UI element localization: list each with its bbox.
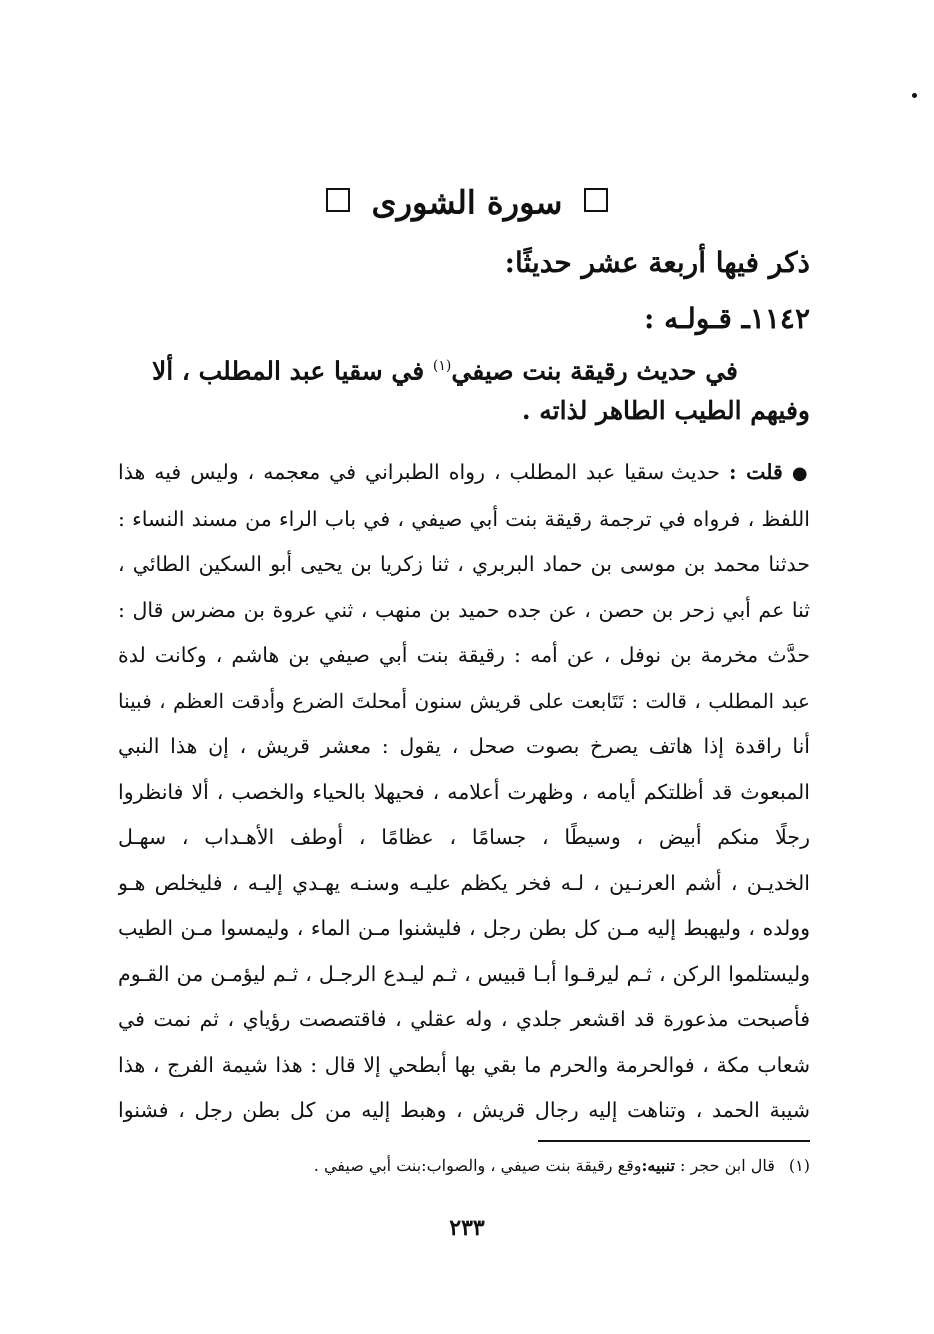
body-line: [118, 450, 810, 497]
body-line: اللفظ ، فرواه في ترجمة رقيقة بنت أبي صيفي ، في باب الراء من مسند النساء :: [118, 506, 810, 531]
surah-title: سورة الشورى: [371, 183, 563, 222]
body-line: حدَّث مخرمة بن نوفل ، عن أمه : رقيقة بنت أبي صيفي بن هاشم ، وكانت لدة: [118, 643, 810, 667]
entry-separator: ـ: [741, 302, 750, 335]
body-line: وليستلموا الركن ، ثـم ليرقـوا أبـا قبيس ، ثـم ليـدع الرجـل ، ثـم ليؤمـن من القـوم: [118, 961, 810, 986]
commentary-body: [118, 450, 810, 1134]
quoted-phrase: [110, 346, 810, 431]
body-line: الخديـن ، أشم العرنـين ، لـه فخر يكظم عليـه وسنـه يهـدي إليـه ، فليخلص هـو: [118, 870, 810, 895]
body-line: أنا راقدة إذا هاتف يصرخ بصوت صحل ، يقول : معشر قريش ، إن هذا النبي: [118, 734, 810, 758]
square-ornament-icon: [584, 188, 608, 212]
footnote-text: وقع رقيقة بنت صيفي ، والصواب:بنت أبي صيفي .: [313, 1156, 642, 1175]
footnote-bold-word: تنبيه:: [641, 1156, 675, 1175]
page-number: ٢٣٣: [449, 1215, 485, 1241]
footnote-marker: (١): [432, 358, 452, 374]
footnote-divider: [538, 1140, 810, 1142]
lead-word: قلت :: [728, 460, 783, 484]
footnote-text: قال ابن حجر :: [674, 1156, 775, 1175]
body-line: فأصبحت مذعورة قد اقشعر جلدي ، وله عقلي ، فاقتصصت رؤياي ، ثم نمت في: [118, 1007, 810, 1031]
chapter-intro: ذكر فيها أربعة عشر حديثًا:: [504, 246, 810, 279]
body-line-text: حديث سقيا عبد المطلب ، رواه الطبراني في معجمه ، وليس فيه هذا: [118, 460, 720, 484]
body-line: المبعوث قد أظلتكم أيامه ، وظهرت أعلامه ، فحيهلا بالحياء والخصب ، ألا فانظروا: [118, 779, 810, 804]
body-line: رجلًا منكم أبيض ، وسيطًا ، جسامًا ، عظامًا ، أوطف الأهـداب ، سهـل: [118, 825, 810, 849]
square-ornament-icon: [326, 188, 350, 212]
body-line: حدثنا محمد بن موسى بن حماد البربري ، ثنا زكريا بن يحيى أبو السكين الطائي ،: [118, 552, 810, 576]
footnote: [118, 1152, 810, 1180]
body-line: ثنا عم أبي زحر بن حصن ، عن جده حميد بن منهب ، ثني عروة بن مضرس قال :: [118, 597, 810, 622]
quote-line: وفيهم الطيب الطاهر لذاته .: [521, 396, 810, 426]
body-line: وولده ، وليهبط إليه مـن كل بطن رجل ، فليشنوا مـن الماء ، وليمسوا مـن الطيب: [118, 916, 810, 940]
footnote-number: (١): [788, 1156, 810, 1175]
scan-speck: [912, 93, 917, 98]
body-line: شيبة الحمد ، وتناهت إليه رجال قريش ، وهبط إليه من كل بطن رجل ، فشنوا: [118, 1098, 810, 1122]
entry-heading: [110, 296, 810, 342]
quote-line: [110, 346, 810, 391]
entry-label: قـولـه :: [644, 302, 732, 335]
bullet-icon: ●: [791, 463, 810, 484]
entry-number: ١١٤٢: [749, 302, 810, 335]
body-line: شعاب مكة ، فوالحرمة والحرم ما بقي بها أبطحي إلا قال : هذا شيمة الفرج ، هذا: [118, 1052, 810, 1077]
quote-text: في حديث رقيقة بنت صيفي: [451, 356, 738, 386]
body-line: عبد المطلب ، قالت : تَتَابعت على قريش سنون أمحلتَ الضرع وأدقت العظم ، فبينا: [118, 688, 810, 713]
surah-heading: [0, 172, 934, 231]
quote-text: في سقيا عبد المطلب ، ألا: [151, 356, 433, 386]
